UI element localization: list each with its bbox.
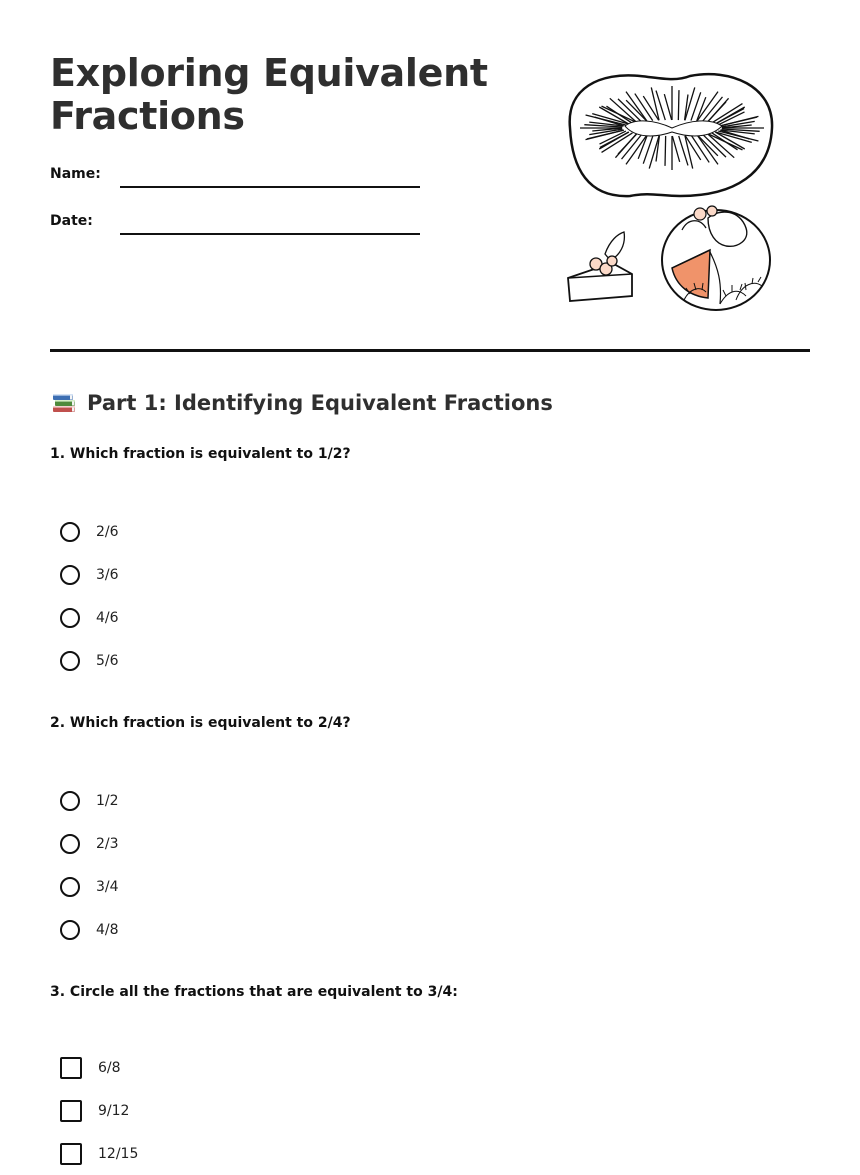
answer-option[interactable] — [50, 865, 810, 908]
answer-option[interactable] — [50, 1046, 810, 1089]
answer-option[interactable] — [50, 596, 810, 639]
worksheet-title: Exploring Equivalent Fractions — [50, 51, 488, 138]
answer-options — [50, 779, 810, 951]
answer-option[interactable] — [50, 639, 810, 682]
date-label: Date: — [50, 213, 93, 229]
answer-option[interactable] — [50, 553, 810, 596]
option-label: 2/6 — [96, 523, 119, 540]
option-label: 1/2 — [96, 792, 119, 809]
question-1 — [50, 444, 810, 682]
radio-button[interactable] — [60, 834, 80, 854]
option-label: 4/8 — [96, 921, 119, 938]
question-2 — [50, 713, 810, 951]
option-label: 4/6 — [96, 609, 119, 626]
option-label: 3/4 — [96, 878, 119, 895]
cake-slice-icon — [568, 232, 632, 301]
option-label: 3/6 — [96, 566, 119, 583]
answer-option[interactable] — [50, 908, 810, 951]
radio-button[interactable] — [60, 920, 80, 940]
option-label: 5/6 — [96, 652, 119, 669]
radio-button[interactable] — [60, 565, 80, 585]
worksheet-page — [50, 0, 810, 1161]
question-3 — [50, 982, 810, 1175]
checkbox[interactable] — [60, 1057, 82, 1079]
radio-button[interactable] — [60, 522, 80, 542]
option-label: 2/3 — [96, 835, 119, 852]
option-label: 6/8 — [98, 1059, 121, 1076]
books-icon — [50, 389, 78, 417]
kiwi-and-cakes-illustration — [560, 68, 780, 318]
option-label: 12/15 — [98, 1145, 139, 1162]
question-prompt: 2. Which fraction is equivalent to 2/4? — [50, 715, 351, 731]
answer-option[interactable] — [50, 822, 810, 865]
answer-option[interactable] — [50, 1089, 810, 1132]
radio-button[interactable] — [60, 651, 80, 671]
radio-button[interactable] — [60, 608, 80, 628]
option-label: 9/12 — [98, 1102, 130, 1119]
radio-button[interactable] — [60, 877, 80, 897]
radio-button[interactable] — [60, 791, 80, 811]
kiwi-slice-icon — [570, 74, 772, 196]
checkbox[interactable] — [60, 1100, 82, 1122]
part1-heading-text: Part 1: Identifying Equivalent Fractions — [87, 391, 553, 415]
name-field[interactable] — [120, 186, 420, 188]
date-field[interactable] — [120, 233, 420, 235]
question-prompt: 1. Which fraction is equivalent to 1/2? — [50, 446, 351, 462]
name-label: Name: — [50, 166, 101, 182]
checkbox[interactable] — [60, 1143, 82, 1165]
answer-option[interactable] — [50, 1132, 810, 1175]
answer-options — [50, 1046, 810, 1175]
question-prompt: 3. Circle all the fractions that are equivalent to 3/4: — [50, 984, 458, 1000]
answer-option[interactable] — [50, 779, 810, 822]
section-divider — [50, 349, 810, 352]
answer-options — [50, 510, 810, 682]
answer-option[interactable] — [50, 510, 810, 553]
round-cake-icon — [662, 206, 770, 310]
part1-heading — [50, 388, 553, 418]
